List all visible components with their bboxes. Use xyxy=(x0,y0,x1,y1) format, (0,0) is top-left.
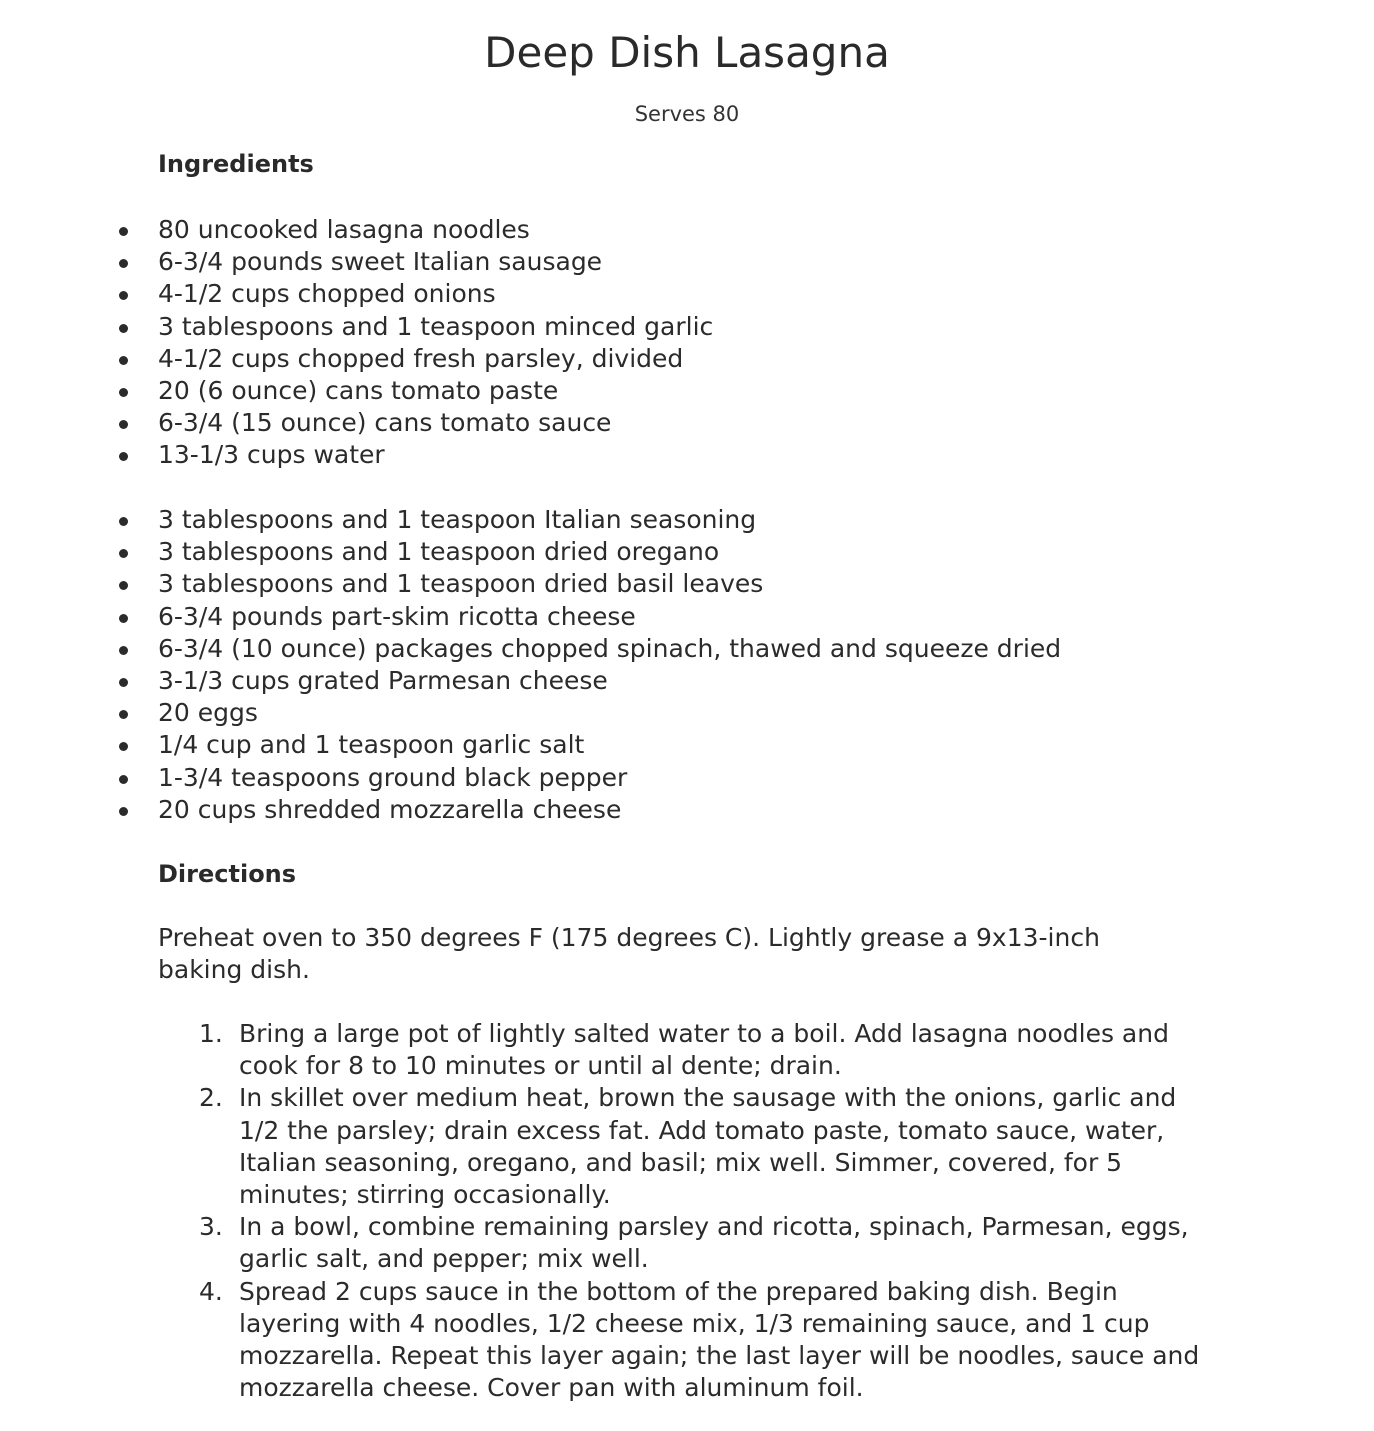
bullet-icon xyxy=(119,614,128,623)
directions-steps xyxy=(0,1018,1219,1404)
ingredient-text: 6-3/4 (10 ounce) packages chopped spinach, thawed and squeeze dried xyxy=(158,633,1062,663)
ingredient-item xyxy=(0,311,713,343)
ingredient-item xyxy=(0,601,1061,633)
bullet-icon xyxy=(119,742,128,751)
bullet-icon xyxy=(119,291,128,300)
bullet-icon xyxy=(119,324,128,333)
bullet-icon xyxy=(119,775,128,784)
ingredient-text: 6-3/4 (15 ounce) cans tomato sauce xyxy=(158,408,612,438)
ingredient-item xyxy=(0,729,1061,761)
bullet-icon xyxy=(119,549,128,558)
bullet-icon xyxy=(119,807,128,816)
ingredient-item xyxy=(0,439,713,471)
ingredient-text: 3 tablespoons and 1 teaspoon minced garlic xyxy=(158,311,714,341)
direction-step xyxy=(0,1276,1219,1405)
ingredient-text: 3 tablespoons and 1 teaspoon Italian seasoning xyxy=(158,505,757,534)
direction-step xyxy=(0,1211,1219,1275)
step-number: 1. xyxy=(199,1019,223,1048)
ingredient-item xyxy=(0,214,713,246)
ingredient-text: 1/4 cup and 1 teaspoon garlic salt xyxy=(158,730,585,760)
step-number: 4. xyxy=(199,1276,223,1306)
bullet-icon xyxy=(119,710,128,719)
ingredient-item xyxy=(0,343,713,375)
ingredient-item xyxy=(0,794,1061,826)
bullet-icon xyxy=(119,581,128,590)
directions-heading: Directions xyxy=(158,860,297,888)
ingredient-item xyxy=(0,633,1061,665)
step-text: In skillet over medium heat, brown the sausage with the onions, garlic and 1/2 the parsley; drain excess fat. Add tomato paste, tomato sauce, water, Italian seasoning, oregano, and basil; mix well. Simmer, covered, for 5 minutes; stirring occasionally. xyxy=(239,1083,1177,1210)
bullet-icon xyxy=(119,646,128,655)
ingredient-text: 3 tablespoons and 1 teaspoon dried oregano xyxy=(158,537,720,567)
ingredient-item xyxy=(0,697,1061,729)
ingredient-text: 20 cups shredded mozzarella cheese xyxy=(158,794,622,824)
ingredient-text: 20 (6 ounce) cans tomato paste xyxy=(158,375,559,405)
step-text: Spread 2 cups sauce in the bottom of the prepared baking dish. Begin layering with 4 noodles, 1/2 cheese mix, 1/3 remaining sauce, and 1 cup mozzarella. Repeat this layer again; the last layer will be noodles, sauce and mozzarella cheese. Cover pan with aluminum foil. xyxy=(239,1276,1200,1403)
directions-intro: Preheat oven to 350 degrees F (175 degrees C). Lightly grease a 9x13-inch baking dish. xyxy=(158,923,1100,985)
bullet-icon xyxy=(119,517,128,526)
ingredient-text: 6-3/4 pounds sweet Italian sausage xyxy=(158,247,603,277)
ingredient-item xyxy=(0,568,1061,600)
ingredient-item xyxy=(0,375,713,407)
step-number: 3. xyxy=(199,1212,223,1242)
direction-step xyxy=(0,1018,1219,1082)
step-text: Bring a large pot of lightly salted water to a boil. Add lasagna noodles and cook for 8 to 10 minutes or until al dente; drain. xyxy=(239,1019,1169,1081)
step-text: In a bowl, combine remaining parsley and ricotta, spinach, Parmesan, eggs, garlic salt, and pepper; mix well. xyxy=(239,1212,1189,1274)
bullet-icon xyxy=(119,420,128,429)
ingredient-item xyxy=(0,407,713,439)
ingredients-list-1 xyxy=(0,214,713,472)
ingredient-item xyxy=(0,536,1061,568)
ingredient-text: 3 tablespoons and 1 teaspoon dried basil leaves xyxy=(158,569,764,599)
ingredient-item xyxy=(0,762,1061,794)
ingredient-text: 6-3/4 pounds part-skim ricotta cheese xyxy=(158,601,636,631)
ingredient-text: 13-1/3 cups water xyxy=(158,440,385,470)
ingredients-heading: Ingredients xyxy=(158,150,314,178)
ingredient-text: 4-1/2 cups chopped onions xyxy=(158,279,496,309)
bullet-icon xyxy=(119,678,128,687)
bullet-icon xyxy=(119,356,128,365)
step-number: 2. xyxy=(199,1083,223,1113)
ingredient-item xyxy=(0,665,1061,697)
ingredient-text: 4-1/2 cups chopped fresh parsley, divided xyxy=(158,343,684,373)
ingredient-item xyxy=(0,246,713,278)
bullet-icon xyxy=(119,388,128,397)
bullet-icon xyxy=(119,259,128,268)
ingredient-item xyxy=(0,504,1061,536)
bullet-icon xyxy=(119,452,128,461)
ingredient-text: 80 uncooked lasagna noodles xyxy=(158,215,530,244)
ingredient-text: 20 eggs xyxy=(158,698,258,728)
ingredient-item xyxy=(0,278,713,310)
bullet-icon xyxy=(119,227,128,236)
ingredient-text: 3-1/3 cups grated Parmesan cheese xyxy=(158,665,608,695)
serves-label: Serves 80 xyxy=(634,102,740,126)
ingredient-text: 1-3/4 teaspoons ground black pepper xyxy=(158,762,628,792)
ingredients-list-2 xyxy=(0,504,1061,826)
direction-step xyxy=(0,1082,1219,1211)
page-title: Deep Dish Lasagna xyxy=(484,28,890,77)
